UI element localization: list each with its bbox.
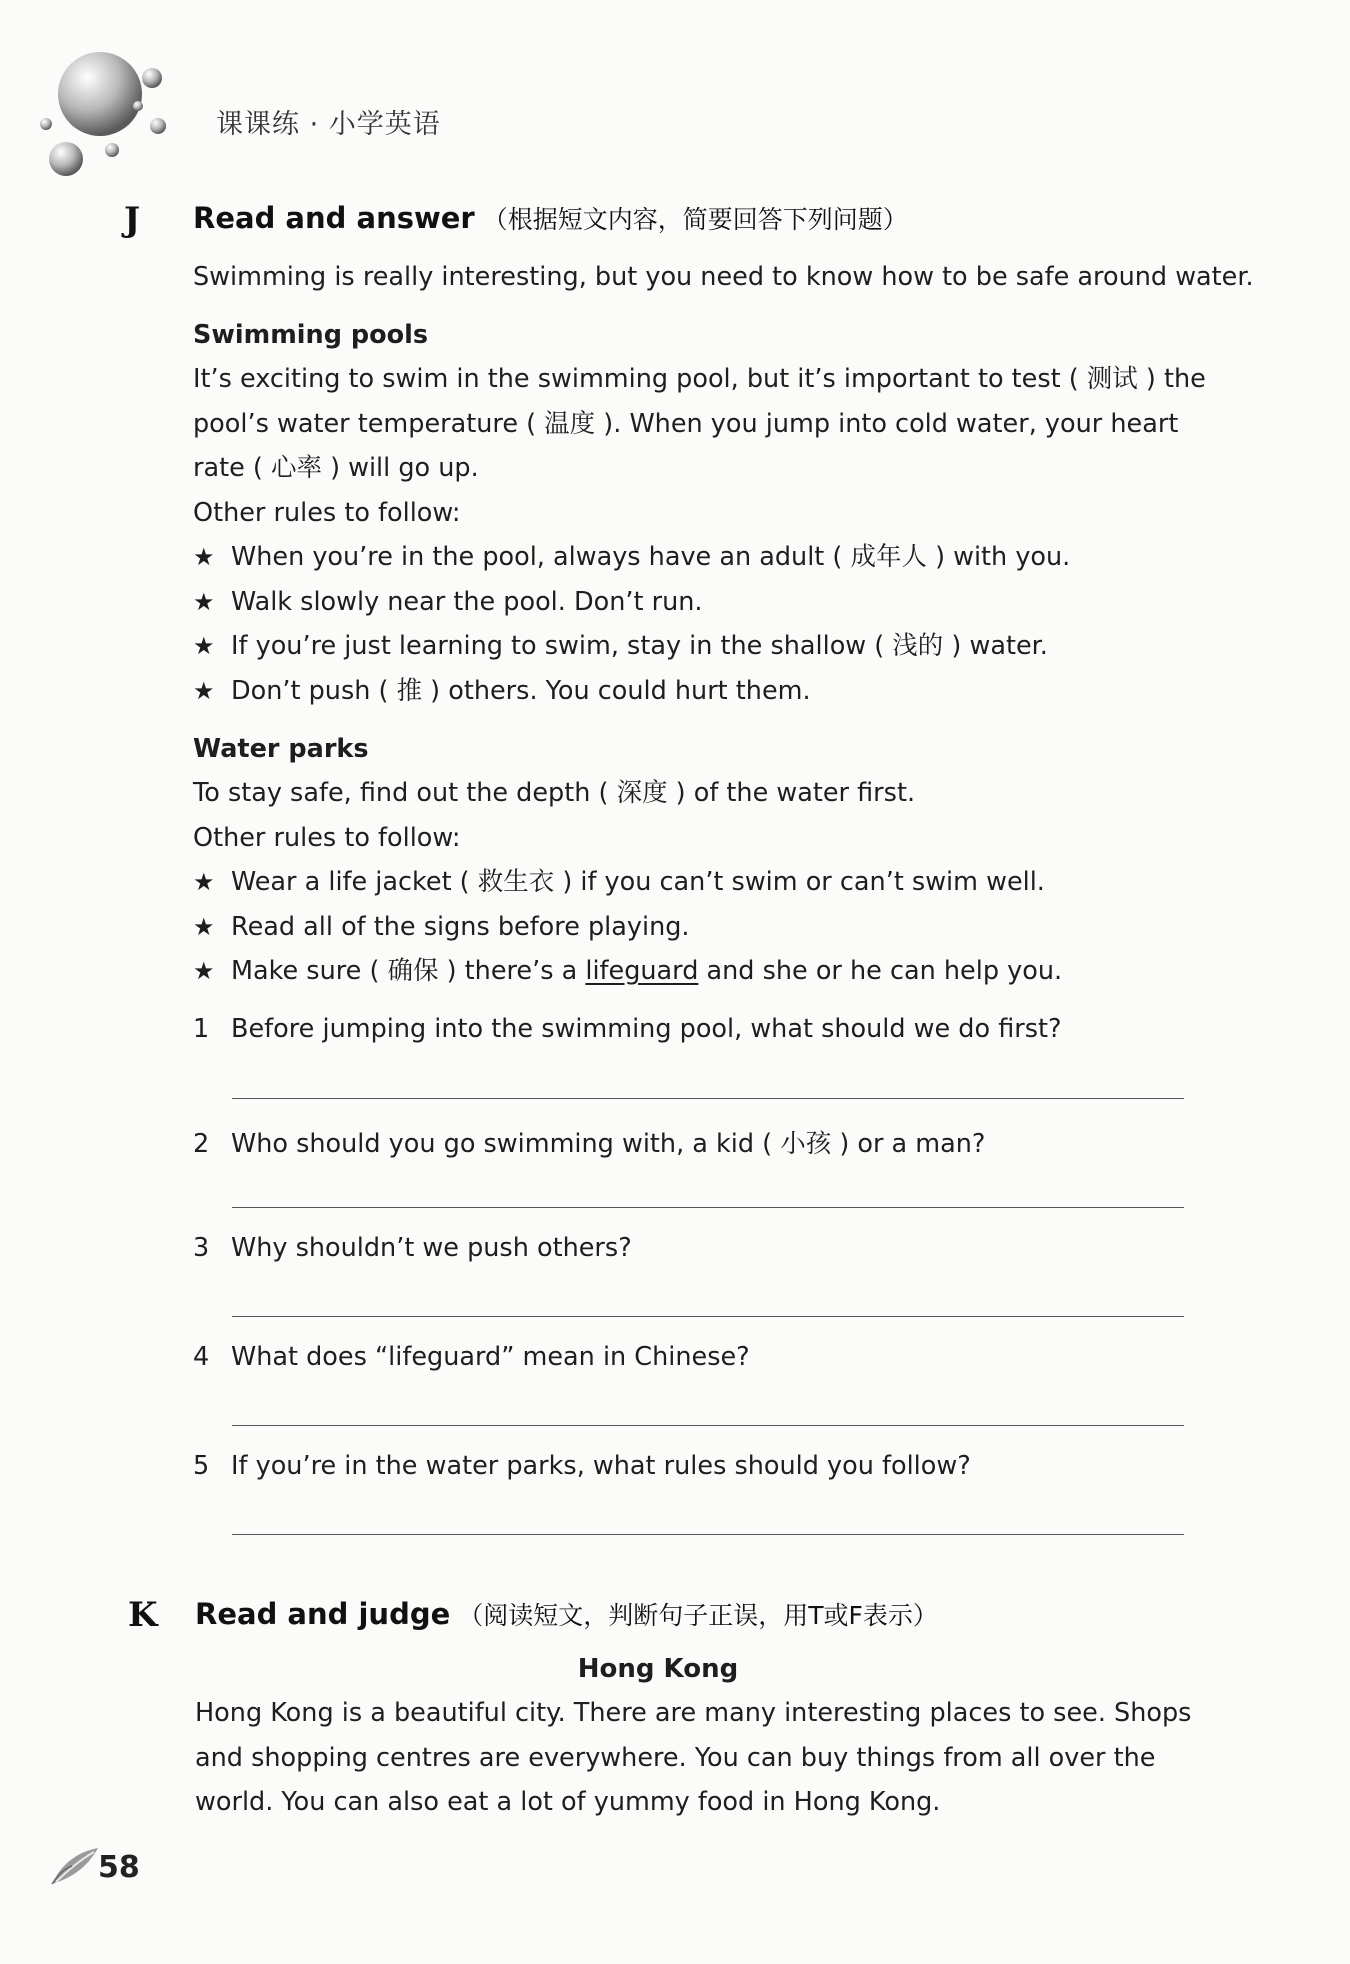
pools-rule-2-text: Walk slowly near the pool. Don’t run. [231, 587, 703, 617]
pools-line-3: rate ( 心率 ) will go up. [193, 453, 479, 483]
page-number: 58 [98, 1850, 140, 1885]
question-number: 3 [193, 1233, 210, 1263]
question-text: What does “lifeguard” mean in Chinese? [231, 1342, 750, 1372]
pools-rule-1-text: When you’re in the pool, always have an adult ( 成年人 ) with you. [231, 542, 1071, 572]
star-icon: ★ [193, 543, 215, 571]
parks-rule-3-text-b: and she or he can help you. [698, 956, 1063, 986]
parks-line-1: To stay safe, find out the depth ( 深度 ) of the water first. [193, 778, 916, 808]
pools-rule-3 [193, 631, 1048, 662]
parks-rule-1-text: Wear a life jacket ( 救生衣 ) if you can’t swim or can’t swim well. [231, 867, 1045, 897]
answer-line-5[interactable] [232, 1534, 1184, 1535]
question-5 [193, 1451, 971, 1481]
star-icon: ★ [193, 588, 215, 616]
parks-rule-3-text-a: Make sure ( 确保 ) there’s a [231, 956, 586, 986]
question-number: 4 [193, 1342, 210, 1372]
parks-rule-3 [193, 956, 1062, 987]
star-icon: ★ [193, 913, 215, 941]
section-k-instruction: （阅读短文，判断句子正误，用T或F表示） [458, 1601, 938, 1630]
passage-line-2: and shopping centres are everywhere. You can buy things from all over the [195, 1743, 1156, 1773]
pools-rules-label: Other rules to follow: [193, 498, 461, 528]
parks-rule-1 [193, 867, 1045, 898]
passage-title: Hong Kong [577, 1654, 739, 1684]
section-k-letter: K [128, 1595, 158, 1635]
star-icon: ★ [193, 677, 215, 705]
question-number: 2 [193, 1129, 210, 1159]
question-number: 5 [193, 1451, 210, 1481]
parks-rule-2-text: Read all of the signs before playing. [231, 912, 690, 942]
section-j-instruction: （根据短文内容，简要回答下列问题） [482, 205, 908, 234]
pools-rule-3-text: If you’re just learning to swim, stay in the shallow ( 浅的 ) water. [231, 631, 1048, 661]
question-2 [193, 1124, 985, 1160]
swimming-pools-heading: Swimming pools [193, 320, 429, 350]
question-text: If you’re in the water parks, what rules should you follow? [231, 1451, 971, 1481]
pools-line-2: pool’s water temperature ( 温度 ). When you jump into cold water, your heart [193, 409, 1179, 439]
question-3 [193, 1233, 632, 1263]
answer-line-1[interactable] [232, 1098, 1184, 1099]
pools-rule-4-text: Don’t push ( 推 ) others. You could hurt them. [231, 676, 811, 706]
pools-rule-2 [193, 587, 703, 618]
question-number: 1 [193, 1014, 210, 1044]
star-icon: ★ [193, 632, 215, 660]
question-1 [193, 1014, 1062, 1044]
parks-rules-label: Other rules to follow: [193, 823, 461, 853]
pools-rule-4 [193, 676, 811, 707]
pools-line-1: It’s exciting to swim in the swimming pool, but it’s important to test ( 测试 ) the [193, 364, 1206, 394]
intro-text: Swimming is really interesting, but you need to know how to be safe around water. [193, 262, 1254, 292]
bubbles-decoration-icon [28, 44, 188, 184]
section-j-heading [193, 200, 908, 236]
leaf-decoration-icon [50, 1846, 100, 1886]
answer-line-3[interactable] [232, 1316, 1184, 1317]
pools-rule-1 [193, 542, 1070, 573]
header-title: 课课练 · 小学英语 [216, 109, 441, 140]
answer-line-2[interactable] [232, 1207, 1184, 1208]
water-parks-heading: Water parks [193, 734, 369, 764]
parks-rule-2 [193, 912, 690, 943]
passage-line-3: world. You can also eat a lot of yummy food in Hong Kong. [195, 1787, 941, 1817]
section-k-title: Read and judge [195, 1597, 451, 1631]
question-text: Who should you go swimming with, a kid ( 小孩 ) or a man? [231, 1129, 986, 1159]
answer-line-4[interactable] [232, 1425, 1184, 1426]
question-text: Why shouldn’t we push others? [231, 1233, 632, 1263]
star-icon: ★ [193, 868, 215, 896]
question-text: Before jumping into the swimming pool, what should we do first? [231, 1014, 1062, 1044]
passage-line-1: Hong Kong is a beautiful city. There are many interesting places to see. Shops [195, 1698, 1192, 1728]
section-j-letter: J [124, 200, 141, 240]
section-k-heading [195, 1596, 938, 1632]
star-icon: ★ [193, 957, 215, 985]
question-4 [193, 1342, 750, 1372]
lifeguard-underlined: lifeguard [585, 956, 699, 986]
section-j-title: Read and answer [193, 201, 475, 235]
